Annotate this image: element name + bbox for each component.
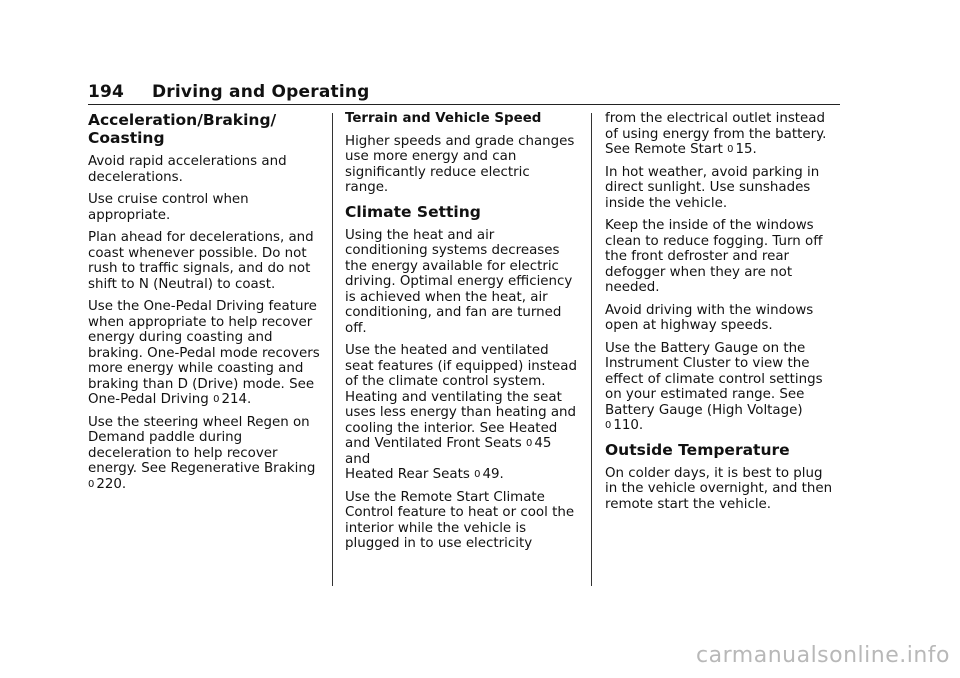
page-ref-icon: 0 — [605, 420, 612, 431]
column-divider — [332, 113, 333, 586]
paragraph: Avoid rapid accelerations and decelerations. — [88, 154, 287, 185]
paragraph: Keep the inside of the windows clean to reduce fogging. Turn off the front defroster and rear defogger when they are not needed. — [605, 218, 823, 295]
paragraph: Use cruise control when appropriate. — [88, 192, 249, 223]
paragraph: Plan ahead for decelerations, and coast whenever possible. Do not rush to traffic signals, and do not shift to N (Neutral) to coast. — [88, 230, 314, 292]
paragraph: Higher speeds and grade changes use more energy and can significantly reduce electric range. — [345, 133, 575, 195]
page-number: 194 — [88, 82, 125, 102]
page-ref-icon: 0 — [474, 469, 481, 480]
paragraph: from the electrical outlet instead of using energy from the battery. See Remote Start 0 15. — [605, 111, 827, 157]
page-ref-icon: 0 — [727, 144, 734, 155]
paragraph: Avoid driving with the windows open at highway speeds. — [605, 302, 814, 333]
subheading-terrain-vehicle-speed: Terrain and Vehicle Speed — [345, 111, 542, 126]
column-3 — [605, 111, 837, 519]
column-2 — [345, 111, 577, 559]
page-header — [88, 82, 840, 105]
paragraph: Use the Remote Start Climate Control feature to heat or cool the interior while the vehicle is plugged in to use electricity — [345, 489, 575, 551]
page-ref-icon: 0 — [213, 394, 220, 405]
page-ref-link[interactable]: 45 and — [345, 436, 552, 467]
paragraph: Use the steering wheel Regen on Demand paddle during deceleration to help recover energy. See Regenerative Braking 0 220. — [88, 414, 316, 492]
paragraph: Use the Battery Gauge on the Instrument Cluster to view the effect of climate control settings on your estimated range. See Battery Gauge (High Voltage) 0 110. — [605, 340, 823, 433]
paragraph: Use the heated and ventilated seat features (if equipped) instead of the climate control system. Heating and ventilating the seat uses less energy than heating and cooling the interior. See Heated and Ventilated Front Seats 0 45 and Heated Rear Seats 0 49. — [345, 343, 577, 482]
page-ref-link[interactable]: 49. — [482, 467, 504, 482]
page-ref-icon: 0 — [526, 438, 533, 449]
paragraph: Use the One-Pedal Driving feature when appropriate to help recover energy during coasting and braking. One-Pedal mode recovers more energy while coasting and braking than D (Drive) mode. See One-Pedal Driving 0 214. — [88, 299, 320, 407]
paragraph: On colder days, it is best to plug in the vehicle overnight, and then remote start the vehicle. — [605, 465, 833, 512]
page-ref-link[interactable]: 220. — [96, 476, 127, 492]
page-ref-link[interactable]: 110. — [613, 418, 644, 433]
heading-outside-temperature: Outside Temperature — [605, 440, 790, 459]
heading-climate-setting: Climate Setting — [345, 202, 481, 221]
heading-acceleration-braking-coasting: Acceleration/Braking/ Coasting — [88, 111, 277, 147]
watermark: carmanualsonline.info — [696, 643, 950, 668]
page-ref-icon: 0 — [88, 478, 95, 490]
section-title: Driving and Operating — [152, 82, 370, 102]
page-ref-link[interactable]: 15. — [735, 142, 757, 157]
column-divider — [591, 113, 592, 586]
column-1 — [88, 111, 320, 499]
page-ref-link[interactable]: 214. — [221, 392, 252, 407]
paragraph: Using the heat and air conditioning systems decreases the energy available for electric driving. Optimal energy efficiency is achieved when the heat, air conditioning, and fan are turned off. — [345, 227, 573, 336]
paragraph: In hot weather, avoid parking in direct sunlight. Use sunshades inside the vehicle. — [605, 164, 820, 211]
